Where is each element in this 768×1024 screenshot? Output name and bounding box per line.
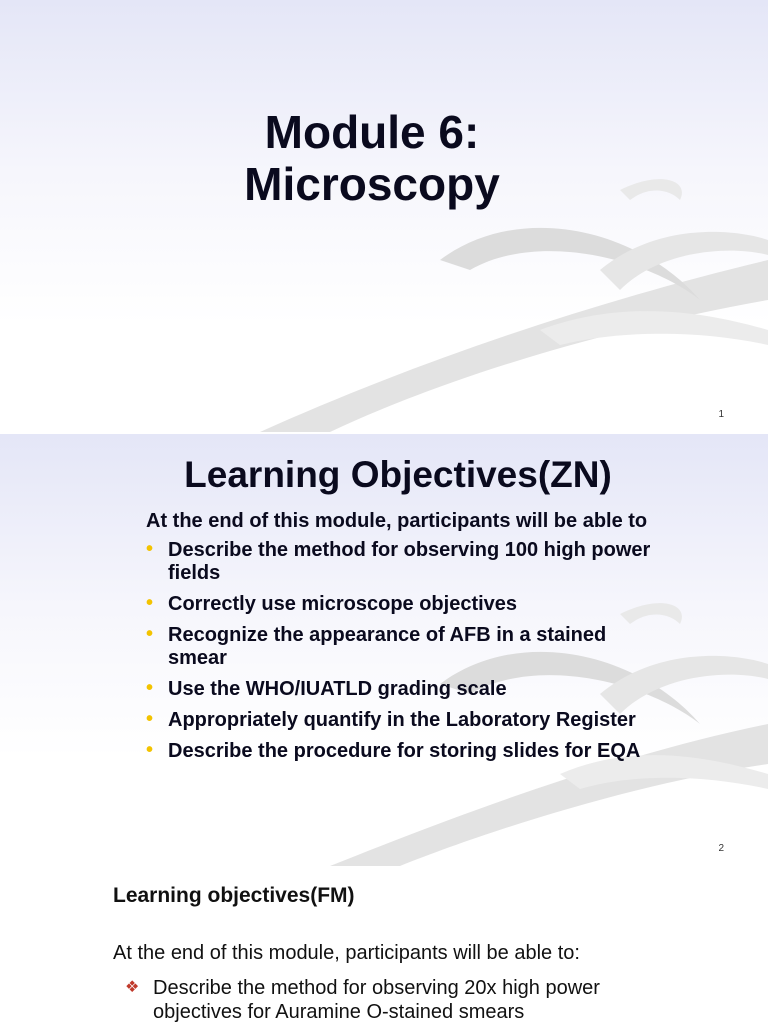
slide-3 <box>0 868 768 1024</box>
bullet-text: Appropriately quantify in the Laboratory Register <box>168 709 636 731</box>
bullet-text: Describe the method for observing 100 high power fields <box>168 539 651 584</box>
bullet-text: Describe the method for observing 20x high power objectives for Auramine O-stained smears <box>153 977 600 1023</box>
slide-1 <box>0 0 768 432</box>
slide-1-title-line2: Microscopy <box>244 158 500 210</box>
slide-2-content <box>146 510 656 771</box>
bullet-text: Describe the procedure for storing slides for EQA <box>168 740 641 762</box>
slide-1-title <box>0 106 744 210</box>
list-item <box>146 678 656 701</box>
list-item <box>146 624 656 670</box>
bullet-text: Use the WHO/IUATLD grading scale <box>168 678 507 700</box>
list-item <box>146 593 656 616</box>
slide-3-bullet-list <box>125 976 685 1024</box>
bullet-text: Recognize the appearance of AFB in a stained smear <box>168 624 607 669</box>
swoosh-decoration <box>0 0 768 432</box>
bullet-text: Correctly use microscope objectives <box>168 593 518 615</box>
list-item <box>146 740 656 763</box>
diamond-bullet-icon: ❖ <box>125 979 140 996</box>
slide-2-bullet-list <box>146 539 656 763</box>
list-item <box>125 976 685 1024</box>
bullet-dot-icon: • <box>146 592 154 614</box>
bullet-dot-icon: • <box>146 623 154 645</box>
list-item <box>146 709 656 732</box>
slide-2-number: 2 <box>718 843 724 854</box>
list-item <box>146 539 656 585</box>
slide-1-number: 1 <box>718 409 724 420</box>
bullet-dot-icon: • <box>146 538 154 560</box>
slide-3-title: Learning objectives(FM) <box>113 884 355 907</box>
slide-1-title-line1: Module 6: <box>264 106 480 158</box>
bullet-dot-icon: • <box>146 739 154 761</box>
bullet-dot-icon: • <box>146 708 154 730</box>
slide-2-title: Learning Objectives(ZN) <box>184 454 612 495</box>
slide-2 <box>0 434 768 866</box>
slide-2-intro: At the end of this module, participants will be able to <box>146 510 648 532</box>
slide-3-intro: At the end of this module, participants will be able to: <box>113 942 580 964</box>
bullet-dot-icon: • <box>146 677 154 699</box>
